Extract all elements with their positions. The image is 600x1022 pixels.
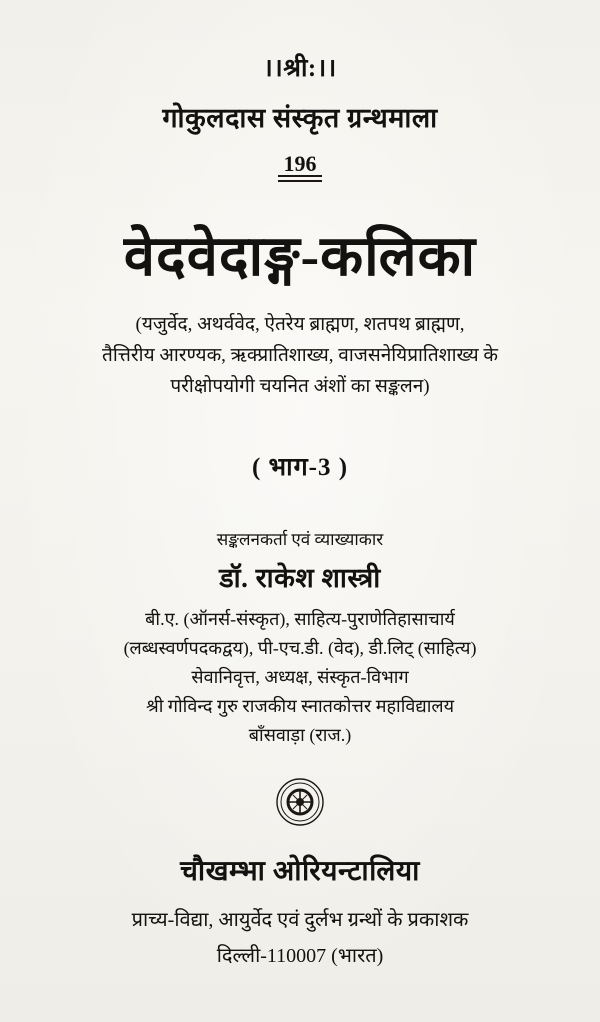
publisher-description: प्राच्य-विद्या, आयुर्वेद एवं दुर्लभ ग्रन्थों के प्रकाशक <box>131 908 469 931</box>
volume-number: ( भाग-3 ) <box>251 453 349 481</box>
compiler-role: सङ्कलनकर्ता एवं व्याख्याकार <box>216 529 384 549</box>
publisher-name: चौखम्भा ओरियन्टालिया <box>180 855 420 887</box>
subtitle-line-1: (यजुर्वेद, अथर्ववेद, ऐतरेय ब्राह्मण, शतपथ ब्राह्मण, <box>135 313 465 335</box>
credential-line-5: बाँसवाड़ा (राज.) <box>248 725 352 746</box>
subtitle-line-2: तैत्तिरीय आरण्यक, ऋक्प्रातिशाख्य, वाजसनेयिप्रातिशाख्य के <box>102 345 498 367</box>
credential-line-4: श्री गोविन्द गुरु राजकीय स्नातकोत्तर महाविद्यालय <box>145 696 455 717</box>
series-number: 196 <box>284 151 317 182</box>
credential-line-3: सेवानिवृत्त, अध्यक्ष, संस्कृत-विभाग <box>191 667 409 688</box>
invocation-text: ।।श्री:।। <box>263 55 337 82</box>
subtitle-line-3: परीक्षोपयोगी चयनित अंशों का सङ्कलन) <box>170 376 430 398</box>
credential-line-1: बी.ए. (ऑनर्स-संस्कृत), साहित्य-पुराणेतिहासाचार्य <box>145 608 455 629</box>
publisher-emblem-icon <box>275 777 325 827</box>
author-name: डॉ. राकेश शास्त्री <box>219 562 381 593</box>
publisher-address: दिल्ली-110007 (भारत) <box>216 944 384 967</box>
subtitle-block <box>102 309 498 403</box>
page-title: वेदवेदाङ्ग-कलिका <box>123 226 477 288</box>
series-name: गोकुलदास संस्कृत ग्रन्थमाला <box>162 103 438 133</box>
credential-line-2: (लब्धस्वर्णपदकद्वय), पी-एच.डी. (वेद), डी.लिट् (साहित्य) <box>123 637 477 658</box>
author-credentials <box>124 605 477 751</box>
